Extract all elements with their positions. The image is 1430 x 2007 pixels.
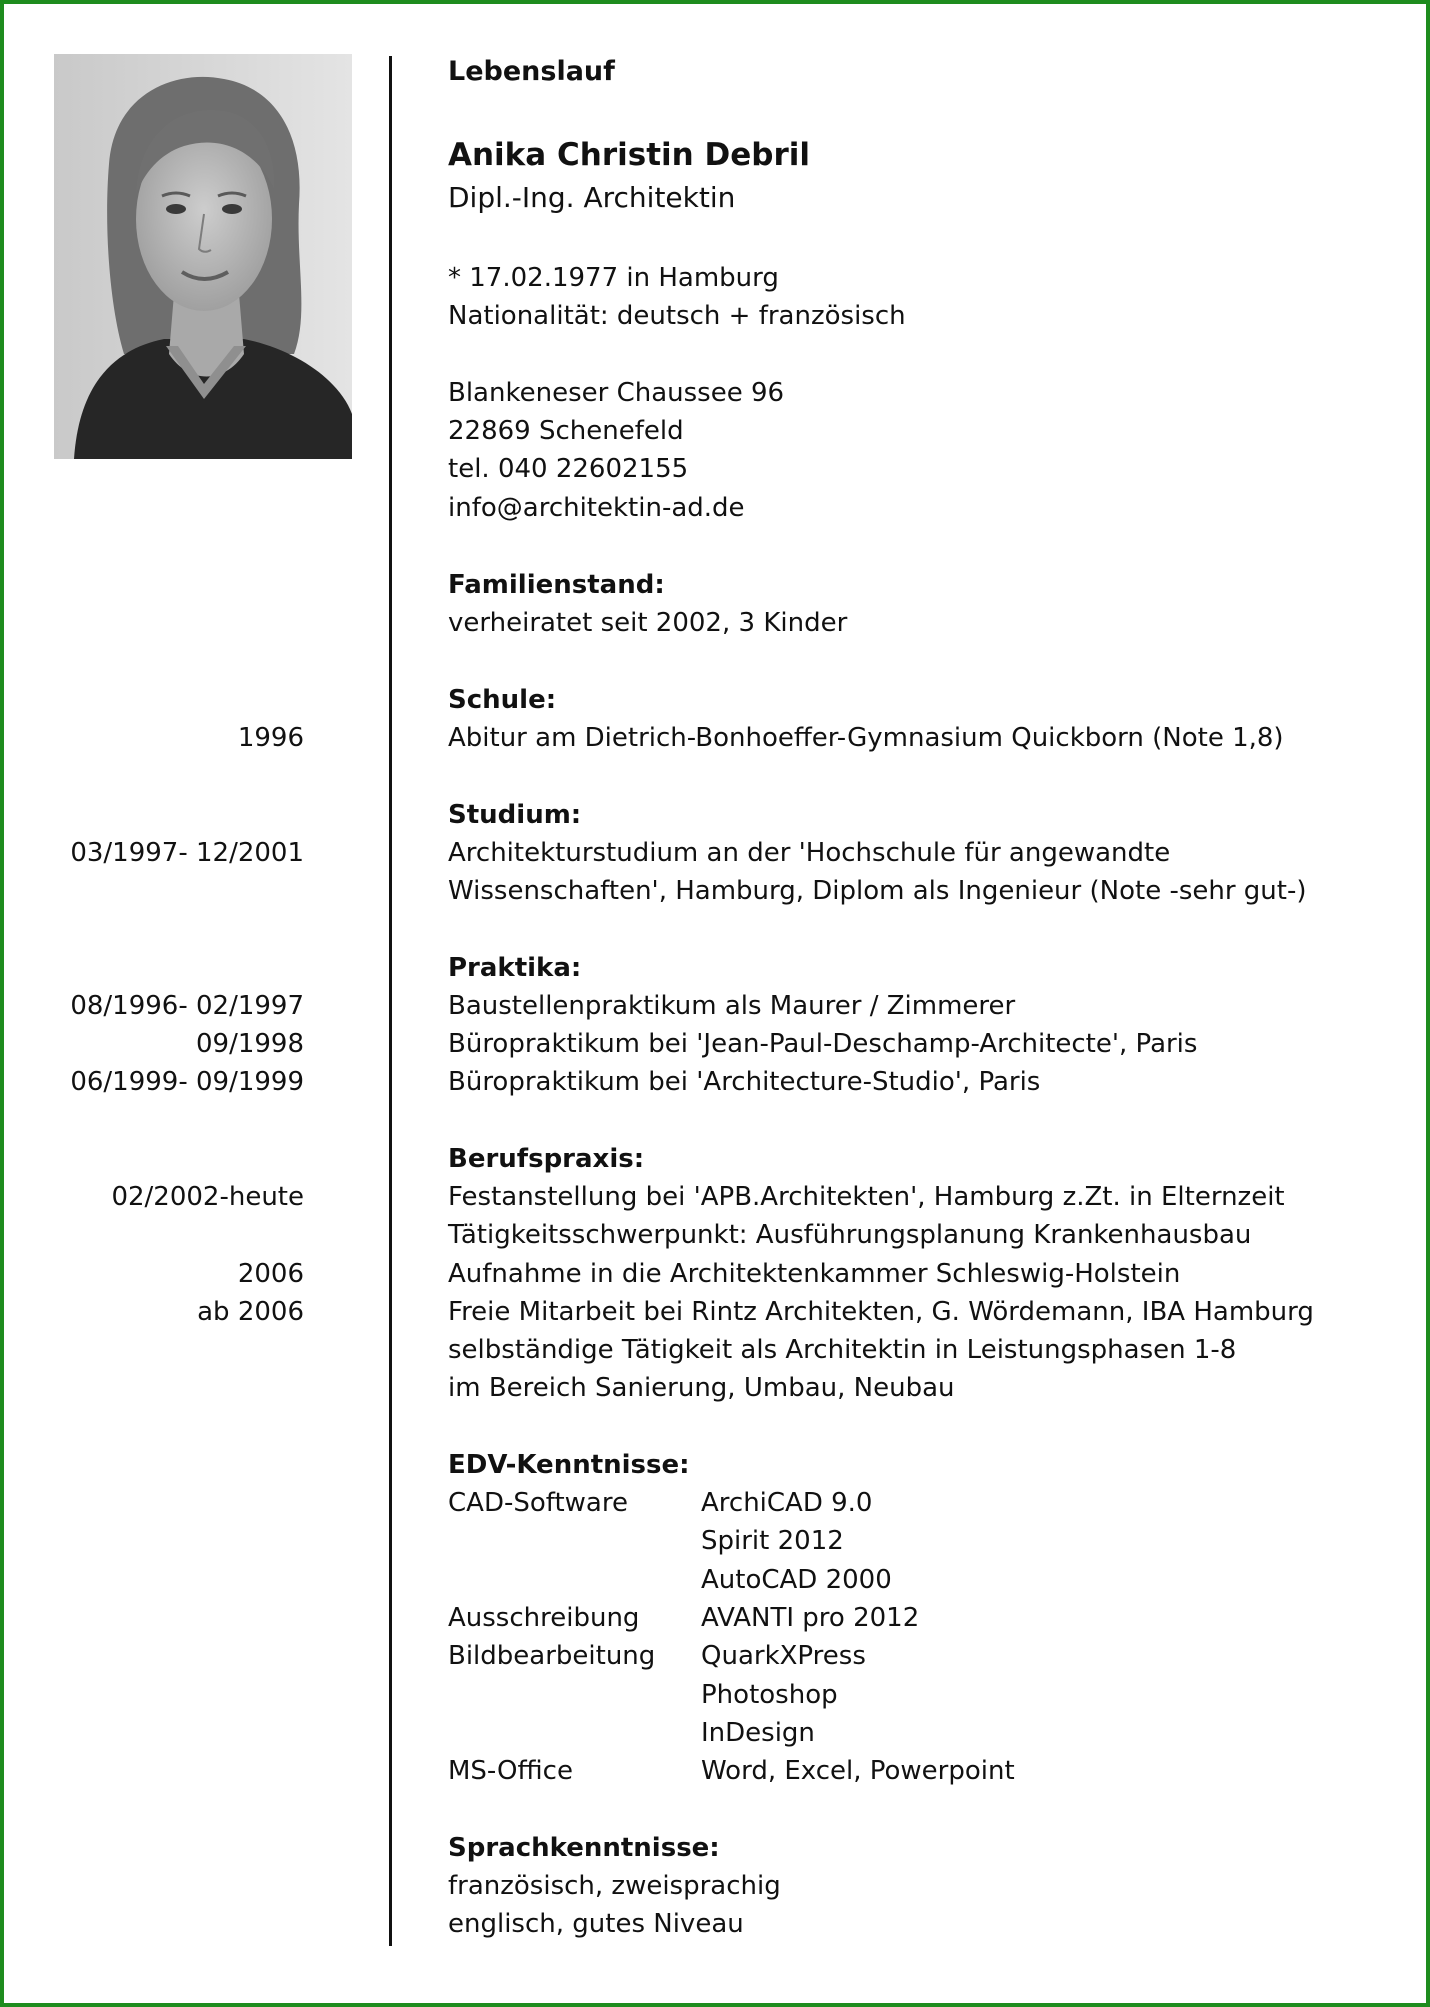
- entry-text: Tätigkeitsschwerpunkt: Ausführungsplanung Krankenhausbau: [448, 1220, 1252, 1250]
- entry-text: Büropraktikum bei 'Architecture-Studio', Paris: [448, 1067, 1041, 1097]
- entry-text: Architekturstudium an der 'Hochschule für angewandte: [448, 838, 1171, 868]
- skill-item: Word, Excel, Powerpoint: [701, 1756, 1015, 1786]
- entry-text: Wissenschaften', Hamburg, Diplom als Ingenieur (Note -sehr gut-): [448, 876, 1307, 906]
- language-item: französisch, zweisprachig: [448, 1871, 781, 1901]
- entry-text: Festanstellung bei 'APB.Architekten', Hamburg z.Zt. in Elternzeit: [448, 1182, 1285, 1212]
- date-label: 03/1997- 12/2001: [70, 838, 304, 868]
- skill-item: Spirit 2012: [701, 1526, 844, 1556]
- date-label: 08/1996- 02/1997: [70, 991, 304, 1021]
- entry-text: Baustellenpraktikum als Maurer / Zimmerer: [448, 991, 1016, 1021]
- section-heading-it-skills: EDV-Kenntnisse:: [448, 1450, 690, 1480]
- date-label: 06/1999- 09/1999: [70, 1067, 304, 1097]
- skill-item: InDesign: [701, 1718, 815, 1748]
- family-text: verheiratet seit 2002, 3 Kinder: [448, 608, 848, 638]
- skill-item: AVANTI pro 2012: [701, 1603, 920, 1633]
- section-heading-internships: Praktika:: [448, 953, 582, 983]
- document-title: Lebenslauf: [448, 56, 615, 87]
- address-street: Blankeneser Chaussee 96: [448, 378, 785, 408]
- date-label: 1996: [237, 723, 304, 753]
- entry-text: Abitur am Dietrich-Bonhoeffer-Gymnasium Quickborn (Note 1,8): [448, 723, 1284, 753]
- skill-label: Ausschreibung: [448, 1603, 640, 1633]
- entry-text: Freie Mitarbeit bei Rintz Architekten, G. Wördemann, IBA Hamburg: [448, 1297, 1314, 1327]
- date-label: ab 2006: [197, 1297, 304, 1327]
- section-heading-studies: Studium:: [448, 800, 582, 830]
- portrait-photo: [54, 54, 352, 459]
- language-item: englisch, gutes Niveau: [448, 1909, 744, 1939]
- date-label: 02/2002-heute: [111, 1182, 304, 1212]
- skill-label: MS-Office: [448, 1756, 573, 1786]
- skill-item: ArchiCAD 9.0: [701, 1488, 873, 1518]
- section-heading-languages: Sprachkenntnisse:: [448, 1833, 720, 1863]
- skill-item: AutoCAD 2000: [701, 1565, 892, 1595]
- date-label: 2006: [237, 1259, 304, 1289]
- entry-text: Aufnahme in die Architektenkammer Schleswig-Holstein: [448, 1259, 1181, 1289]
- nationality: Nationalität: deutsch + französisch: [448, 301, 906, 331]
- entry-text: im Bereich Sanierung, Umbau, Neubau: [448, 1373, 955, 1403]
- date-label: 09/1998: [195, 1029, 304, 1059]
- skill-label: CAD-Software: [448, 1488, 628, 1518]
- section-heading-career: Berufspraxis:: [448, 1144, 645, 1174]
- address-city: 22869 Schenefeld: [448, 416, 684, 446]
- skill-item: Photoshop: [701, 1680, 838, 1710]
- vertical-divider: [389, 56, 392, 1946]
- email: info@architektin-ad.de: [448, 493, 745, 523]
- skill-item: QuarkXPress: [701, 1641, 866, 1671]
- person-name: Anika Christin Debril: [448, 137, 810, 173]
- skill-label: Bildbearbeitung: [448, 1641, 656, 1671]
- entry-text: Büropraktikum bei 'Jean-Paul-Deschamp-Architecte', Paris: [448, 1029, 1198, 1059]
- profession: Dipl.-Ing. Architektin: [448, 181, 736, 214]
- birth-info: * 17.02.1977 in Hamburg: [448, 263, 779, 293]
- section-heading-school: Schule:: [448, 685, 557, 715]
- section-heading-family: Familienstand:: [448, 570, 665, 600]
- phone: tel. 040 22602155: [448, 454, 689, 484]
- entry-text: selbständige Tätigkeit als Architektin in Leistungsphasen 1-8: [448, 1335, 1237, 1365]
